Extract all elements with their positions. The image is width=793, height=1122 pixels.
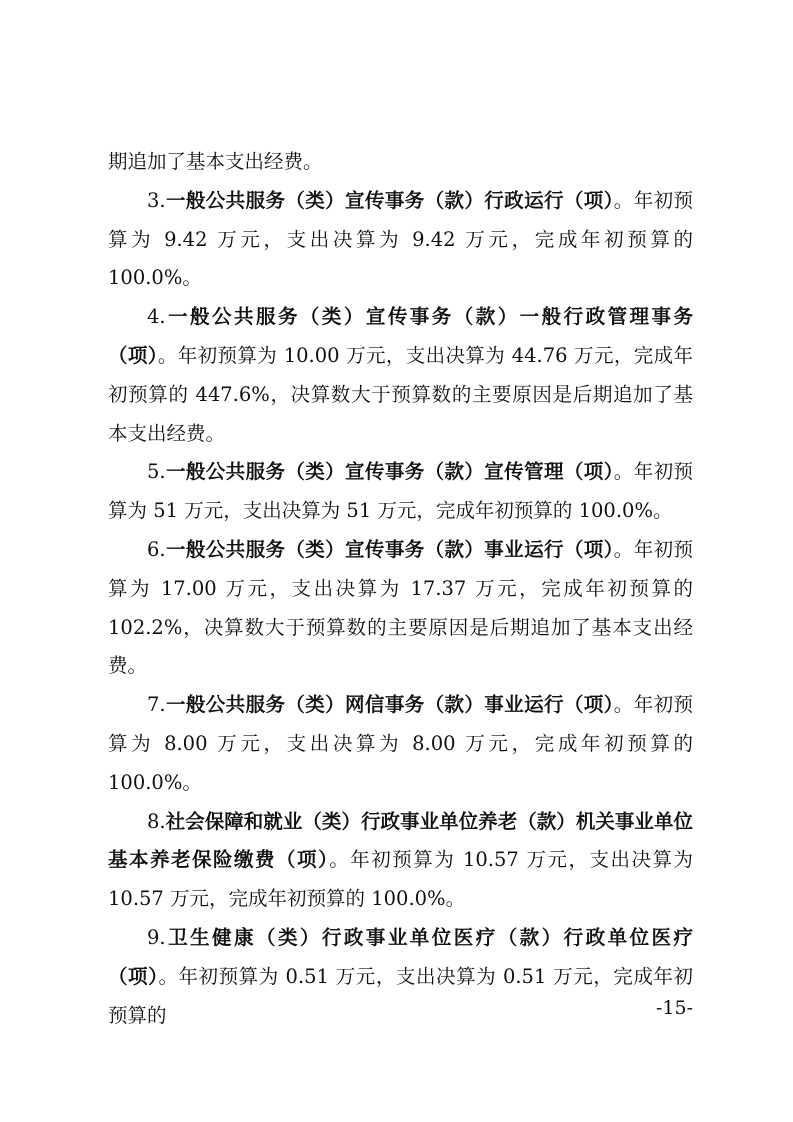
- item-body: 。年初预算为 17.00 万元，支出决算为 17.37 万元，完成年初预算的102.2%，决算数大于预算数的主要原因是后期追加了基本支出经费。: [108, 537, 693, 678]
- item-heading: 一般公共服务（类）宣传事务（款）宣传管理（项）: [165, 460, 614, 484]
- paragraph-item-6: [108, 531, 693, 686]
- item-body: 。年初预算为 51 万元，支出决算为 51 万元，完成年初预算的 100.0%。: [108, 460, 693, 523]
- item-number: 5.: [147, 460, 166, 484]
- page-number: -15-: [655, 997, 693, 1019]
- item-body: 。年初预算为 0.51 万元，支出决算为 0.51 万元，完成年初预算的: [108, 964, 693, 1027]
- paragraph-item-3: [108, 182, 693, 298]
- item-body: 。年初预算为 8.00 万元，支出决算为 8.00 万元，完成年初预算的100.0%。: [108, 693, 693, 794]
- paragraph-item-7: [108, 686, 693, 802]
- continuation-text: 期追加了基本支出经费。: [108, 150, 323, 173]
- item-number: 7.: [147, 693, 166, 717]
- item-body: 。年初预算为 10.00 万元，支出决算为 44.76 万元，完成年初预算的 447.6%，决算数大于预算数的主要原因是后期追加了基本支出经费。: [108, 343, 693, 445]
- item-heading: 社会保障和就业（类）行政事业单位养老（款）机关事业单位基本养老保险缴费（项）: [108, 809, 693, 872]
- item-heading: 一般公共服务（类）网信事务（款）事业运行（项）: [165, 693, 614, 717]
- item-body: 。年初预算为 10.57 万元，支出决算为 10.57 万元，完成年初预算的 100.0%。: [108, 848, 693, 911]
- item-number: 8.: [147, 809, 166, 833]
- item-number: 9.: [147, 925, 166, 949]
- item-heading: 一般公共服务（类）宣传事务（款）一般行政管理事务（项）: [108, 305, 693, 367]
- item-number: 4.: [147, 305, 166, 329]
- item-heading: 卫生健康（类）行政事业单位医疗（款）行政单位医疗（项）: [108, 925, 693, 988]
- item-number: 3.: [147, 188, 166, 212]
- item-number: 6.: [147, 537, 166, 561]
- paragraph-item-8: [108, 803, 693, 919]
- paragraph-item-5: [108, 453, 693, 531]
- paragraph-continuation: [108, 143, 693, 182]
- item-heading: 一般公共服务（类）宣传事务（款）事业运行（项）: [165, 537, 614, 561]
- document-body: [108, 143, 693, 1035]
- item-body: 。年初预算为 9.42 万元，支出决算为 9.42 万元，完成年初预算的100.0%。: [108, 188, 693, 290]
- item-heading: 一般公共服务（类）宣传事务（款）行政运行（项）: [165, 188, 614, 212]
- paragraph-item-4: [108, 298, 693, 453]
- paragraph-item-9: [108, 919, 693, 1035]
